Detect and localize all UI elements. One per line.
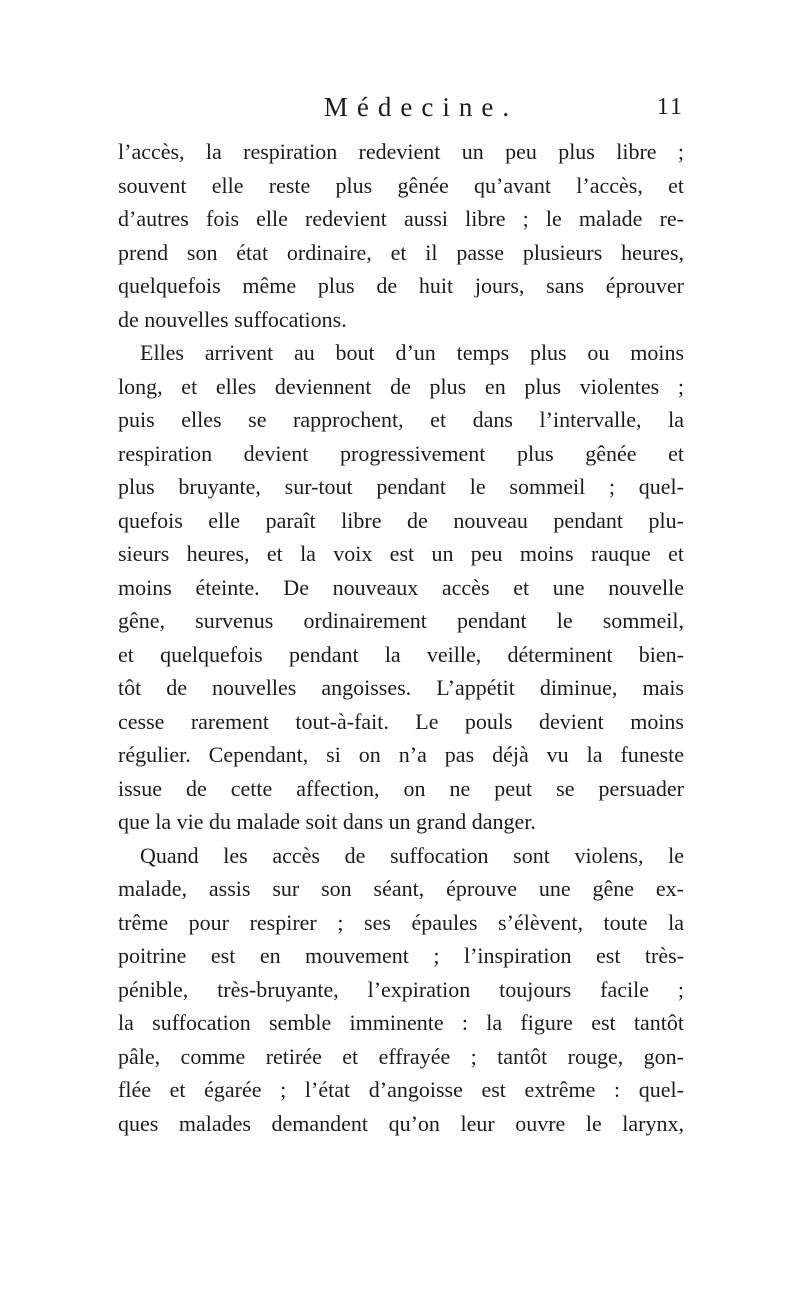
text-line: Quand les accès de suffocation sont violens, le bbox=[140, 842, 684, 868]
text-line: régulier. Cependant, si on n’a pas déjà vu la funeste bbox=[118, 742, 684, 767]
text-line: ques malades demandent qu’on leur ouvre le larynx, bbox=[118, 1110, 684, 1136]
text-line: trême pour respirer ; ses épaules s’élèvent, toute la bbox=[118, 909, 684, 935]
text-line: Elles arrivent au bout d’un temps plus ou moins bbox=[140, 340, 684, 365]
text-line: pénible, très-bruyante, l’expiration toujours facile ; bbox=[118, 976, 684, 1002]
text-line: sieurs heures, et la voix est un peu moins rauque et bbox=[118, 541, 684, 566]
body-text bbox=[118, 135, 684, 1140]
text-line: souvent elle reste plus gênée qu’avant l’accès, et bbox=[118, 172, 684, 198]
running-title: Médecine. bbox=[323, 92, 519, 122]
text-line: quelquefois même plus de huit jours, sans éprouver bbox=[118, 273, 684, 298]
text-line: que la vie du malade soit dans un grand danger. bbox=[118, 809, 536, 834]
text-line: de nouvelles suffocations. bbox=[118, 306, 347, 332]
text-line: poitrine est en mouvement ; l’inspiration est très- bbox=[118, 943, 684, 968]
text-line: et quelquefois pendant la veille, déterminent bien- bbox=[118, 641, 684, 667]
text-line: flée et égarée ; l’état d’angoisse est extrême : quel- bbox=[118, 1077, 684, 1102]
running-head bbox=[118, 90, 684, 124]
page-number: 11 bbox=[656, 94, 684, 120]
text-line: moins éteinte. De nouveaux accès et une nouvelle bbox=[118, 574, 684, 600]
text-line: d’autres fois elle redevient aussi libre ; le malade re- bbox=[118, 206, 684, 231]
text-line: long, et elles deviennent de plus en plus violentes ; bbox=[118, 373, 684, 399]
text-line: puis elles se rapprochent, et dans l’intervalle, la bbox=[118, 407, 684, 432]
text-line: prend son état ordinaire, et il passe plusieurs heures, bbox=[118, 239, 684, 265]
text-line: respiration devient progressivement plus gênée et bbox=[118, 440, 684, 466]
text-line: tôt de nouvelles angoisses. L’appétit diminue, mais bbox=[118, 675, 684, 700]
text-line: malade, assis sur son séant, éprouve une gêne ex- bbox=[118, 876, 684, 901]
text-line: issue de cette affection, on ne peut se persuader bbox=[118, 775, 684, 801]
text-line: pâle, comme retirée et effrayée ; tantôt rouge, gon- bbox=[118, 1043, 684, 1069]
text-line: la suffocation semble imminente : la figure est tantôt bbox=[118, 1010, 684, 1035]
text-line: plus bruyante, sur-tout pendant le sommeil ; quel- bbox=[118, 474, 684, 499]
text-line: gêne, survenus ordinairement pendant le sommeil, bbox=[118, 608, 684, 633]
text-line: l’accès, la respiration redevient un peu plus libre ; bbox=[118, 139, 684, 164]
text-line: cesse rarement tout-à-fait. Le pouls devient moins bbox=[118, 708, 684, 734]
text-line: quefois elle paraît libre de nouveau pendant plu- bbox=[118, 507, 684, 533]
